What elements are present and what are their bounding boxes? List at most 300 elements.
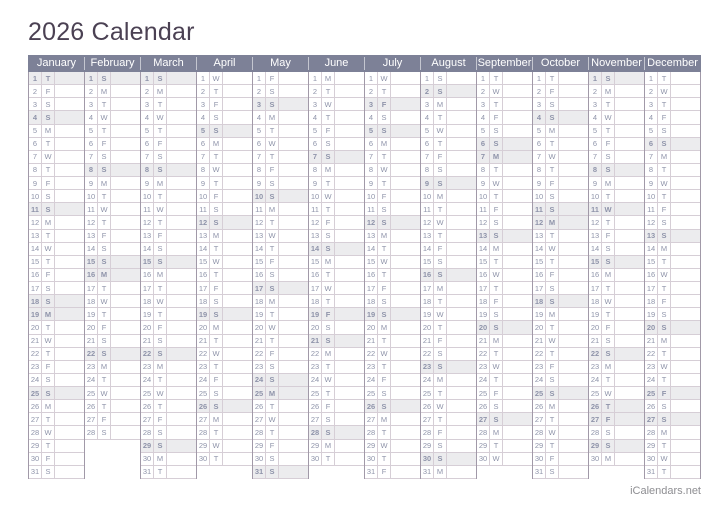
day-notes [447, 269, 476, 281]
day-letter: F [378, 466, 391, 478]
day-row [421, 203, 476, 216]
day-letter: S [434, 177, 447, 189]
day-row [645, 308, 700, 321]
day-row [421, 308, 476, 321]
day-number: 13 [309, 230, 322, 242]
day-letter: W [434, 400, 447, 412]
day-number: 27 [85, 413, 98, 425]
month-days [252, 72, 309, 479]
day-number: 3 [645, 98, 658, 110]
day-letter: T [490, 282, 503, 294]
day-number: 6 [141, 138, 154, 150]
day-notes [671, 440, 700, 452]
day-number: 1 [533, 72, 546, 84]
day-number: 5 [197, 125, 210, 137]
day-letter: T [546, 230, 559, 242]
day-letter: M [434, 98, 447, 110]
day-notes [223, 230, 252, 242]
day-notes [223, 361, 252, 373]
day-letter: F [98, 413, 111, 425]
day-number: 6 [645, 138, 658, 150]
day-notes [167, 282, 196, 294]
day-row [253, 453, 308, 466]
day-letter: W [266, 413, 279, 425]
day-notes [559, 269, 588, 281]
day-letter: M [210, 230, 223, 242]
day-letter: T [98, 282, 111, 294]
day-notes [447, 321, 476, 333]
day-notes [279, 177, 308, 189]
day-notes [55, 164, 84, 176]
day-number: 25 [645, 387, 658, 399]
day-row [533, 177, 588, 190]
day-row [421, 190, 476, 203]
day-letter: W [266, 321, 279, 333]
day-notes [447, 177, 476, 189]
day-row [29, 321, 84, 334]
day-letter: W [322, 98, 335, 110]
day-letter: T [490, 98, 503, 110]
day-number: 24 [533, 374, 546, 386]
day-notes [671, 426, 700, 438]
day-row [533, 125, 588, 138]
day-notes [447, 256, 476, 268]
day-notes [671, 295, 700, 307]
day-letter: T [210, 426, 223, 438]
day-number: 17 [253, 282, 266, 294]
day-row [477, 374, 532, 387]
day-row [85, 374, 140, 387]
day-notes [279, 440, 308, 452]
day-letter: W [210, 164, 223, 176]
day-notes [671, 321, 700, 333]
day-number: 21 [645, 335, 658, 347]
day-number: 9 [29, 177, 42, 189]
day-row [589, 321, 644, 334]
day-notes [671, 216, 700, 228]
day-letter: T [98, 190, 111, 202]
day-letter: F [434, 151, 447, 163]
day-number: 24 [589, 374, 602, 386]
day-row [589, 335, 644, 348]
day-number: 27 [29, 413, 42, 425]
day-number: 19 [197, 308, 210, 320]
day-notes [167, 321, 196, 333]
day-letter: T [322, 269, 335, 281]
day-row [141, 426, 196, 439]
day-letter: S [42, 111, 55, 123]
day-row [253, 348, 308, 361]
day-notes [223, 426, 252, 438]
day-letter: T [42, 138, 55, 150]
day-row [197, 256, 252, 269]
day-number: 22 [309, 348, 322, 360]
day-letter: W [658, 85, 671, 97]
day-letter: T [154, 125, 167, 137]
day-notes [223, 125, 252, 137]
day-number: 2 [477, 85, 490, 97]
day-number: 8 [645, 164, 658, 176]
day-notes [615, 177, 644, 189]
day-number: 8 [589, 164, 602, 176]
day-number: 23 [589, 361, 602, 373]
day-letter: W [490, 177, 503, 189]
day-number: 20 [309, 321, 322, 333]
day-row [365, 125, 420, 138]
day-row [645, 256, 700, 269]
day-row [141, 164, 196, 177]
day-letter: T [602, 308, 615, 320]
day-number: 15 [589, 256, 602, 268]
day-notes [503, 308, 532, 320]
day-letter: T [546, 256, 559, 268]
day-letter: W [546, 426, 559, 438]
day-notes [167, 125, 196, 137]
day-row [85, 321, 140, 334]
day-row [141, 321, 196, 334]
day-letter: T [154, 216, 167, 228]
day-letter: T [322, 85, 335, 97]
day-notes [223, 177, 252, 189]
day-row [645, 98, 700, 111]
day-letter: S [42, 295, 55, 307]
month-header: May [252, 55, 309, 72]
day-letter: S [322, 230, 335, 242]
day-row [29, 230, 84, 243]
day-notes [615, 138, 644, 150]
day-notes [167, 466, 196, 478]
day-row [421, 111, 476, 124]
day-number: 15 [533, 256, 546, 268]
day-notes [559, 151, 588, 163]
day-row [533, 111, 588, 124]
day-row [645, 295, 700, 308]
month-column [308, 55, 365, 466]
day-number: 15 [253, 256, 266, 268]
day-letter: S [266, 269, 279, 281]
day-letter: W [42, 426, 55, 438]
day-notes [447, 308, 476, 320]
month-days [532, 72, 589, 479]
day-letter: T [42, 72, 55, 84]
day-number: 8 [141, 164, 154, 176]
day-number: 3 [309, 98, 322, 110]
day-row [141, 374, 196, 387]
day-letter: S [266, 85, 279, 97]
day-notes [335, 335, 364, 347]
day-notes [167, 453, 196, 465]
day-notes [55, 440, 84, 452]
day-number: 20 [29, 321, 42, 333]
day-letter: T [378, 85, 391, 97]
day-number: 14 [309, 243, 322, 255]
day-letter: F [378, 98, 391, 110]
day-letter: T [266, 216, 279, 228]
day-letter: T [658, 440, 671, 452]
day-notes [671, 230, 700, 242]
day-row [141, 216, 196, 229]
day-number: 31 [533, 466, 546, 478]
month-days [140, 72, 197, 479]
day-row [533, 453, 588, 466]
day-letter: T [378, 426, 391, 438]
day-number: 20 [477, 321, 490, 333]
day-letter: S [154, 72, 167, 84]
day-number: 2 [141, 85, 154, 97]
day-number: 30 [197, 453, 210, 465]
day-notes [559, 466, 588, 478]
day-letter: T [378, 269, 391, 281]
day-letter: F [490, 203, 503, 215]
day-row [421, 151, 476, 164]
day-row [309, 125, 364, 138]
day-row [421, 387, 476, 400]
day-number: 19 [85, 308, 98, 320]
day-number: 5 [253, 125, 266, 137]
day-letter: M [658, 335, 671, 347]
day-notes [391, 111, 420, 123]
day-row [309, 335, 364, 348]
day-letter: S [490, 216, 503, 228]
day-row [29, 138, 84, 151]
day-letter: T [490, 348, 503, 360]
day-number: 18 [309, 295, 322, 307]
day-number: 13 [477, 230, 490, 242]
day-row [533, 400, 588, 413]
day-number: 26 [253, 400, 266, 412]
day-notes [335, 230, 364, 242]
day-number: 11 [365, 203, 378, 215]
day-number: 12 [141, 216, 154, 228]
day-letter: W [658, 269, 671, 281]
day-notes [447, 453, 476, 465]
day-row [309, 400, 364, 413]
day-notes [503, 426, 532, 438]
day-letter: F [322, 308, 335, 320]
day-letter: S [434, 348, 447, 360]
day-letter: M [210, 413, 223, 425]
day-number: 16 [309, 269, 322, 281]
day-number: 24 [365, 374, 378, 386]
day-row [365, 361, 420, 374]
day-number: 28 [85, 426, 98, 438]
day-notes [335, 269, 364, 281]
day-row [533, 98, 588, 111]
day-row [533, 374, 588, 387]
day-row [197, 282, 252, 295]
day-number: 22 [197, 348, 210, 360]
day-notes [391, 413, 420, 425]
day-number: 28 [197, 426, 210, 438]
day-notes [335, 361, 364, 373]
day-row [477, 243, 532, 256]
day-letter: M [658, 151, 671, 163]
day-row [29, 72, 84, 85]
day-number: 8 [477, 164, 490, 176]
day-notes [503, 111, 532, 123]
day-number: 4 [197, 111, 210, 123]
day-notes [559, 190, 588, 202]
day-row [309, 348, 364, 361]
day-letter: S [378, 308, 391, 320]
day-letter: S [210, 111, 223, 123]
day-letter: T [42, 348, 55, 360]
day-row [253, 308, 308, 321]
day-row [477, 111, 532, 124]
day-letter: S [322, 335, 335, 347]
day-row [645, 387, 700, 400]
day-row [533, 387, 588, 400]
day-row [365, 387, 420, 400]
day-number: 4 [421, 111, 434, 123]
day-notes [615, 348, 644, 360]
day-number: 5 [365, 125, 378, 137]
day-letter: T [42, 413, 55, 425]
day-letter: S [42, 374, 55, 386]
day-notes [167, 203, 196, 215]
footer-link[interactable]: iCalendars.net [630, 484, 701, 497]
day-letter: S [98, 348, 111, 360]
day-notes [615, 282, 644, 294]
day-number: 15 [29, 256, 42, 268]
day-row [365, 440, 420, 453]
day-notes [559, 348, 588, 360]
day-row [197, 440, 252, 453]
day-number: 6 [365, 138, 378, 150]
day-row [365, 98, 420, 111]
day-notes [391, 151, 420, 163]
day-notes [559, 125, 588, 137]
day-number: 25 [589, 387, 602, 399]
day-number: 14 [365, 243, 378, 255]
day-notes [279, 164, 308, 176]
day-notes [167, 138, 196, 150]
day-letter: S [490, 308, 503, 320]
day-letter: S [658, 413, 671, 425]
day-letter: M [546, 400, 559, 412]
day-number: 1 [309, 72, 322, 84]
day-notes [335, 295, 364, 307]
day-number: 25 [197, 387, 210, 399]
day-letter: W [434, 216, 447, 228]
day-notes [615, 111, 644, 123]
day-notes [111, 164, 140, 176]
day-letter: F [42, 269, 55, 281]
day-notes [111, 203, 140, 215]
day-number: 9 [421, 177, 434, 189]
day-row [365, 85, 420, 98]
day-row [85, 85, 140, 98]
day-notes [503, 335, 532, 347]
day-row [29, 335, 84, 348]
day-notes [391, 125, 420, 137]
day-row [29, 466, 84, 479]
day-number: 9 [197, 177, 210, 189]
day-row [533, 466, 588, 479]
day-row [253, 321, 308, 334]
day-number: 9 [253, 177, 266, 189]
day-number: 15 [477, 256, 490, 268]
day-number: 28 [141, 426, 154, 438]
day-notes [279, 256, 308, 268]
day-row [253, 72, 308, 85]
day-number: 21 [477, 335, 490, 347]
day-notes [223, 282, 252, 294]
day-letter: T [154, 308, 167, 320]
day-letter: T [434, 295, 447, 307]
day-notes [559, 72, 588, 84]
day-letter: S [322, 243, 335, 255]
day-row [477, 413, 532, 426]
day-row [421, 216, 476, 229]
day-number: 1 [29, 72, 42, 84]
day-letter: F [546, 453, 559, 465]
day-row [645, 361, 700, 374]
day-row [365, 426, 420, 439]
day-number: 22 [533, 348, 546, 360]
day-number: 17 [141, 282, 154, 294]
day-number: 9 [141, 177, 154, 189]
day-row [253, 282, 308, 295]
day-letter: M [602, 85, 615, 97]
day-row [421, 177, 476, 190]
day-notes [615, 243, 644, 255]
day-letter: S [42, 203, 55, 215]
day-notes [279, 361, 308, 373]
day-notes [559, 203, 588, 215]
day-number: 30 [29, 453, 42, 465]
day-row [197, 164, 252, 177]
day-notes [111, 282, 140, 294]
day-letter: W [210, 348, 223, 360]
day-row [477, 138, 532, 151]
day-notes [447, 203, 476, 215]
day-row [589, 85, 644, 98]
day-notes [55, 256, 84, 268]
day-notes [559, 85, 588, 97]
month-column [140, 55, 197, 479]
day-number: 29 [197, 440, 210, 452]
day-letter: S [322, 413, 335, 425]
day-row [365, 151, 420, 164]
day-letter: S [602, 243, 615, 255]
day-number: 28 [645, 426, 658, 438]
day-letter: W [378, 72, 391, 84]
day-row [645, 413, 700, 426]
day-row [197, 203, 252, 216]
day-number: 5 [141, 125, 154, 137]
day-letter: S [42, 98, 55, 110]
day-notes [55, 216, 84, 228]
day-row [253, 466, 308, 479]
day-number: 29 [421, 440, 434, 452]
day-letter: T [266, 400, 279, 412]
day-row [85, 348, 140, 361]
day-row [477, 98, 532, 111]
month-header: October [532, 55, 589, 72]
day-row [477, 453, 532, 466]
day-letter: W [154, 203, 167, 215]
day-row [141, 151, 196, 164]
day-letter: W [322, 282, 335, 294]
day-row [589, 230, 644, 243]
day-notes [447, 413, 476, 425]
day-letter: T [98, 308, 111, 320]
day-number: 18 [421, 295, 434, 307]
day-letter: S [98, 243, 111, 255]
day-number: 30 [533, 453, 546, 465]
day-letter: T [490, 374, 503, 386]
